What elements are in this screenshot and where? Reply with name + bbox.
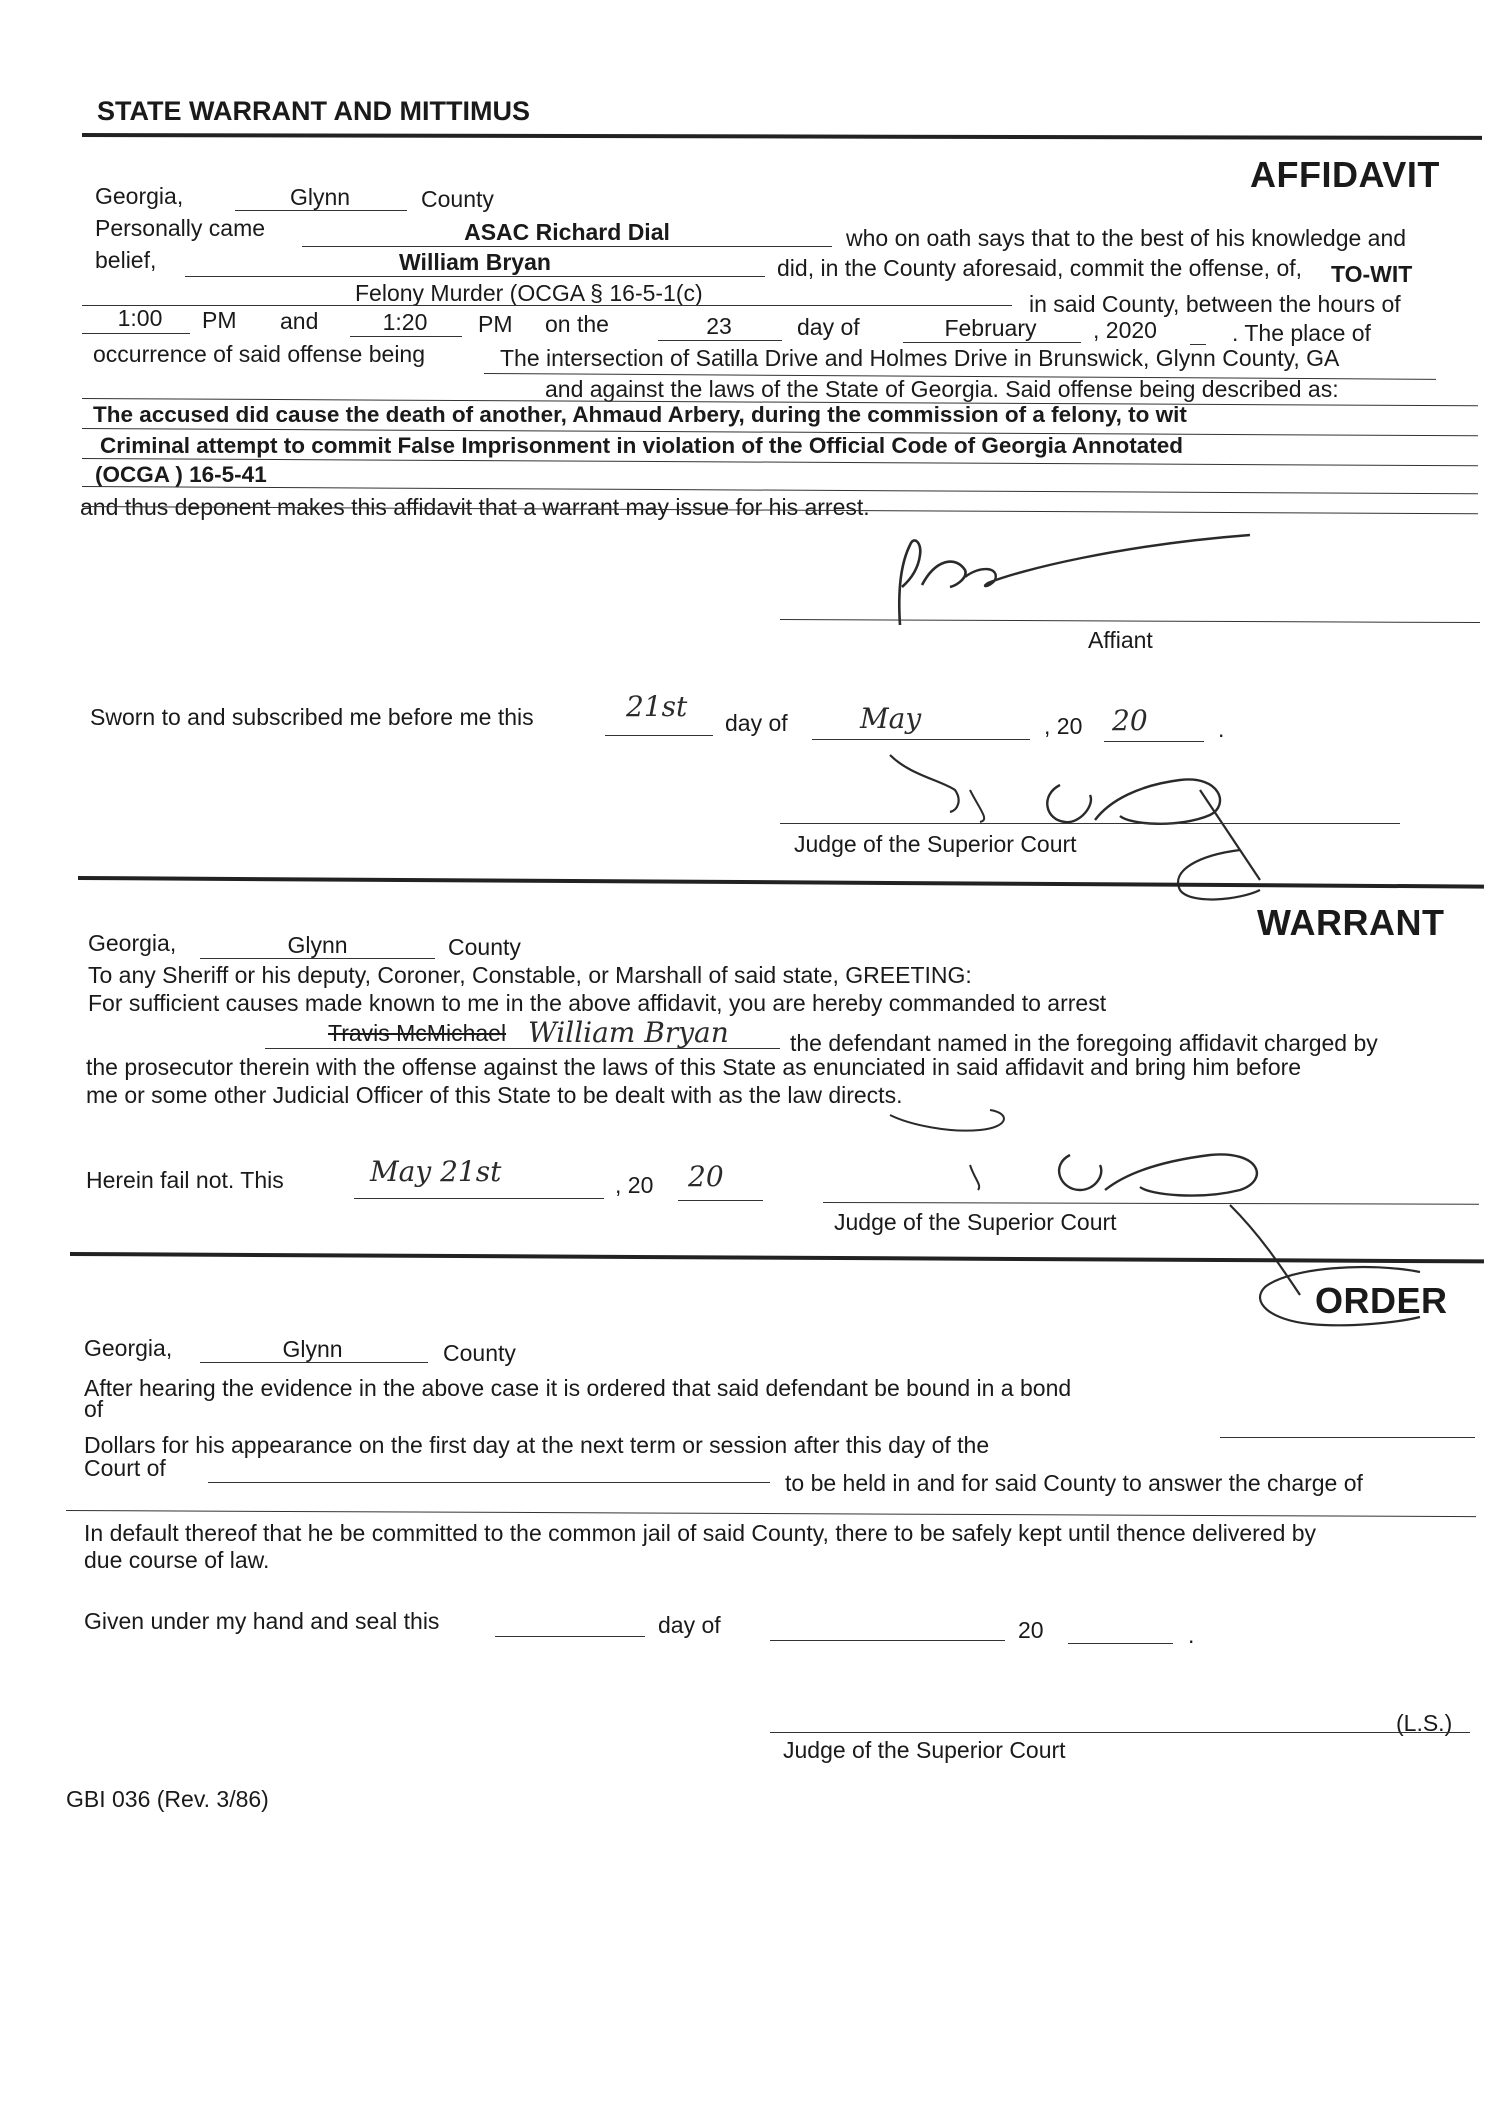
warrant-state-label: Georgia, [88, 930, 177, 956]
given-month-line [770, 1640, 1005, 1641]
fail-date: May 21st [370, 1155, 502, 1188]
pm-2: PM [478, 311, 513, 337]
given-year-prefix: 20 [1018, 1617, 1044, 1643]
oath-text: who on oath says that to the best of his knowledge and [846, 225, 1407, 251]
judge-label-order: Judge of the Superior Court [783, 1737, 1066, 1763]
affiant-name: ASAC Richard Dial [464, 219, 670, 245]
fail-year: 20 [688, 1160, 724, 1193]
accused-line [185, 276, 765, 277]
sworn-day-line [605, 735, 713, 736]
court-of-label: Court of [84, 1455, 166, 1481]
closing-text: and thus deponent makes this affidavit that a warrant may issue for his arrest. [80, 494, 870, 520]
warrant-county-value: Glynn [287, 932, 348, 958]
fail-label: Herein fail not. This [86, 1167, 284, 1193]
order-state-label: Georgia, [84, 1335, 173, 1361]
time-to-line [350, 336, 462, 337]
month-value: February [944, 315, 1037, 341]
order-county-value: Glynn [282, 1336, 343, 1362]
affidavit-state-label: Georgia, [95, 183, 184, 209]
bond-amount-line [1220, 1437, 1475, 1438]
time-to: 1:20 [382, 309, 428, 335]
day-value: 23 [706, 313, 732, 339]
affidavit-county-line [235, 210, 407, 211]
order-county-label: County [443, 1340, 516, 1366]
month-line [903, 342, 1081, 343]
affidavit-heading: AFFIDAVIT [1250, 154, 1440, 195]
given-year-line [1068, 1643, 1173, 1644]
warrant-county-label: County [448, 934, 521, 960]
sworn-label: Sworn to and subscribed me before me this [90, 704, 534, 730]
affiant-name-line [302, 246, 832, 247]
offense-line [82, 305, 1012, 306]
sworn-month: May [860, 702, 922, 735]
order-line-1: After hearing the evidence in the above case it is ordered that said defendant be bound in a bond [84, 1375, 1072, 1401]
day-of-label: day of [797, 314, 860, 340]
affiant-label: Affiant [1088, 627, 1153, 653]
affidavit-county-value: Glynn [289, 184, 351, 210]
accused-name: William Bryan [399, 249, 551, 275]
fail-year-line [678, 1200, 763, 1201]
time-from-line [82, 333, 190, 334]
causes-text: For sufficient causes made known to me in the above affidavit, you are hereby commanded to arrest [88, 990, 1107, 1016]
given-label: Given under my hand and seal this [84, 1608, 440, 1634]
judge-label-warrant: Judge of the Superior Court [834, 1209, 1117, 1235]
charge-line [66, 1510, 1476, 1517]
description-line-2-rule [82, 458, 1478, 466]
sworn-period: . [1218, 716, 1225, 742]
came-label: Personally came [95, 215, 266, 241]
day-line [658, 340, 782, 341]
description-line-1: The accused did cause the death of another, Ahmaud Arbery, during the commission of a felony, to wit [93, 402, 1187, 427]
default-text: In default thereof that he be committed to the common jail of said County, there to be safely kept until thence delivered by [84, 1520, 1317, 1546]
court-of-line [208, 1482, 770, 1483]
order-of-label: of [84, 1396, 104, 1422]
given-day-line [495, 1636, 645, 1637]
occurrence-label: occurrence of said offense being [93, 341, 426, 367]
sworn-month-line [812, 739, 1030, 740]
belief-label: belief, [95, 247, 157, 273]
ls-label: (L.S.) [1396, 1710, 1453, 1736]
warrant-heading: WARRANT [1257, 902, 1445, 943]
offense-value: Felony Murder (OCGA § 16-5-1(c) [355, 280, 703, 306]
due-text: due course of law. [84, 1547, 270, 1573]
warrant-line-3: me or some other Judicial Officer of this State to be dealt with as the law directs. [86, 1082, 903, 1108]
fail-year-prefix: , 20 [615, 1172, 654, 1198]
sworn-day: 21st [626, 690, 688, 723]
defendant-line [265, 1048, 780, 1049]
greeting-text: To any Sheriff or his deputy, Coroner, Constable, or Marshall of said state, GREETING: [88, 962, 972, 988]
sworn-year: 20 [1112, 704, 1148, 737]
judge-label-affidavit: Judge of the Superior Court [794, 831, 1077, 857]
affidavit-county-label: County [421, 186, 494, 212]
place-value: The intersection of Satilla Drive and Holmes Drive in Brunswick, Glynn County, GA [500, 345, 1340, 371]
between-text: in said County, between the hours of [1029, 291, 1401, 317]
against-text: and against the laws of the State of Georgia. Said offense being described as: [545, 376, 1339, 402]
sworn-year-line [1104, 741, 1204, 742]
held-text: to be held in and for said County to answer the charge of [785, 1470, 1363, 1496]
place-label: . The place of [1232, 320, 1371, 346]
given-day-of-label: day of [658, 1612, 721, 1638]
order-heading: ORDER [1315, 1280, 1448, 1321]
defendant-text: the defendant named in the foregoing affidavit charged by [790, 1030, 1378, 1056]
year-value: , 2020 [1093, 317, 1157, 343]
judge-line-order [770, 1732, 1470, 1733]
form-number: GBI 036 (Rev. 3/86) [66, 1786, 269, 1812]
towit-label: TO-WIT [1331, 261, 1413, 287]
warrant-line-2: the prosecutor therein with the offense against the laws of this State as enunciated in said affidavit and bring him before [86, 1054, 1302, 1080]
order-county-line [200, 1362, 428, 1363]
struck-name: Travis McMichael [328, 1020, 507, 1046]
pm-1: PM [202, 307, 237, 333]
form-title: STATE WARRANT AND MITTIMUS [97, 96, 530, 126]
sworn-day-of-label: day of [725, 710, 788, 736]
and-label: and [280, 308, 319, 334]
warrant-county-line [200, 958, 435, 959]
affiant-signature [870, 525, 1260, 635]
time-from: 1:00 [117, 305, 163, 331]
order-line-2: Dollars for his appearance on the first day at the next term or session after this day of the [84, 1432, 990, 1458]
did-text: did, in the County aforesaid, commit the offense, of, [777, 255, 1303, 281]
description-line-3: (OCGA ) 16-5-41 [95, 462, 267, 487]
given-period: . [1188, 1622, 1195, 1648]
defendant-name: William Bryan [528, 1016, 729, 1049]
on-the-label: on the [545, 311, 609, 337]
fail-date-line [354, 1198, 604, 1199]
sworn-year-prefix: , 20 [1044, 713, 1083, 739]
title-rule [82, 133, 1482, 140]
description-line-2: Criminal attempt to commit False Imprisonment in violation of the Official Code of Georgia Annotated [100, 433, 1184, 458]
judge-line-affidavit [780, 823, 1400, 824]
